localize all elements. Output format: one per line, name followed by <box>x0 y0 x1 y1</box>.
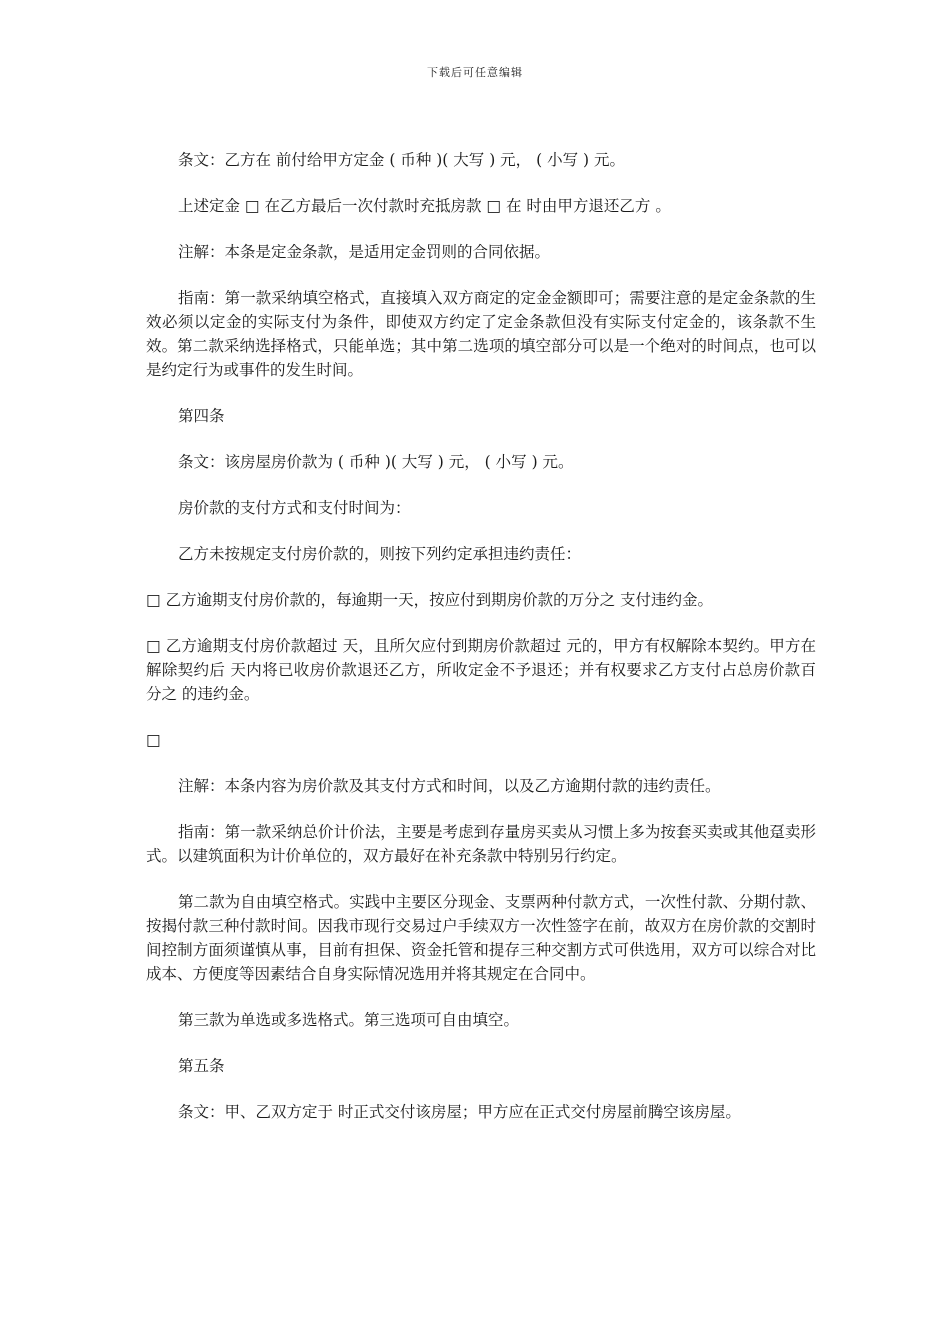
price-note: 注解：本条内容为房价款及其支付方式和时间，以及乙方逾期付款的违约责任。 <box>178 777 721 795</box>
clause-deposit-text: 条文：乙方在 前付给甲方定金 ( 币种 )( 大写 ) 元， ( 小写 ) 元。 <box>178 151 625 169</box>
article-five-heading: 第五条 <box>178 1057 225 1075</box>
deposit-guide: 指南：第一款采纳填空格式，直接填入双方商定的定金金额即可；需要注意的是定金条款的生效必须以定金的实际支付为条件，即使双方约定了定金条款但没有实际支付定金的，该条款不生效。第二款采纳选择格式，只能单选；其中第二选项的填空部分可以是一个绝对的时间点，也可以是约定行为或事件的发生时间。 <box>146 289 816 379</box>
third-clause-guide: 第三款为单选或多选格式。第三选项可自由填空。 <box>178 1011 520 1029</box>
document-body <box>146 148 816 1146</box>
price-guide: 指南：第一款采纳总价计价法，主要是考虑到存量房买卖从习惯上多为按套买卖或其他趸卖形式。以建筑面积为计价单位的，双方最好在补充条款中特别另行约定。 <box>146 823 816 865</box>
option-late-payment: □ 乙方逾期支付房价款的，每逾期一天，按应付到期房价款的万分之 支付违约金。 <box>146 591 714 609</box>
option-blank-checkbox: □ <box>146 731 161 749</box>
article-four-heading: 第四条 <box>178 407 225 425</box>
default-liability-text: 乙方未按规定支付房价款的，则按下列约定承担违约责任： <box>178 545 582 563</box>
price-clause-text: 条文：该房屋房价款为 ( 币种 )( 大写 ) 元， ( 小写 ) 元。 <box>178 453 574 471</box>
payment-method-text: 房价款的支付方式和支付时间为： <box>178 499 411 517</box>
deposit-note: 注解：本条是定金条款，是适用定金罚则的合同依据。 <box>178 243 551 261</box>
delivery-clause-text: 条文：甲、乙双方定于 时正式交付该房屋；甲方应在正式交付房屋前腾空该房屋。 <box>178 1103 741 1121</box>
option-termination: □ 乙方逾期支付房价款超过 天，且所欠应付到期房价款超过 元的，甲方有权解除本契约。甲方在解除契约后 天内将已收房价款退还乙方，所收定金不予退还；并有权要求乙方支付占总房价款百分之 的违约金。 <box>146 637 816 703</box>
second-clause-guide: 第二款为自由填空格式。实践中主要区分现金、支票两种付款方式，一次性付款、分期付款、按揭付款三种付款时间。因我市现行交易过户手续双方一次性签字在前，故双方在房价款的交割时间控制方面须谨慎从事，目前有担保、资金托管和提存三种交割方式可供选用，双方可以综合对比成本、方便度等因素结合自身实际情况选用并将其规定在合同中。 <box>146 893 816 983</box>
deposit-option-text: 上述定金 □ 在乙方最后一次付款时充抵房款 □ 在 时由甲方退还乙方 。 <box>178 197 671 215</box>
page-header: 下载后可任意编辑 <box>427 66 523 79</box>
